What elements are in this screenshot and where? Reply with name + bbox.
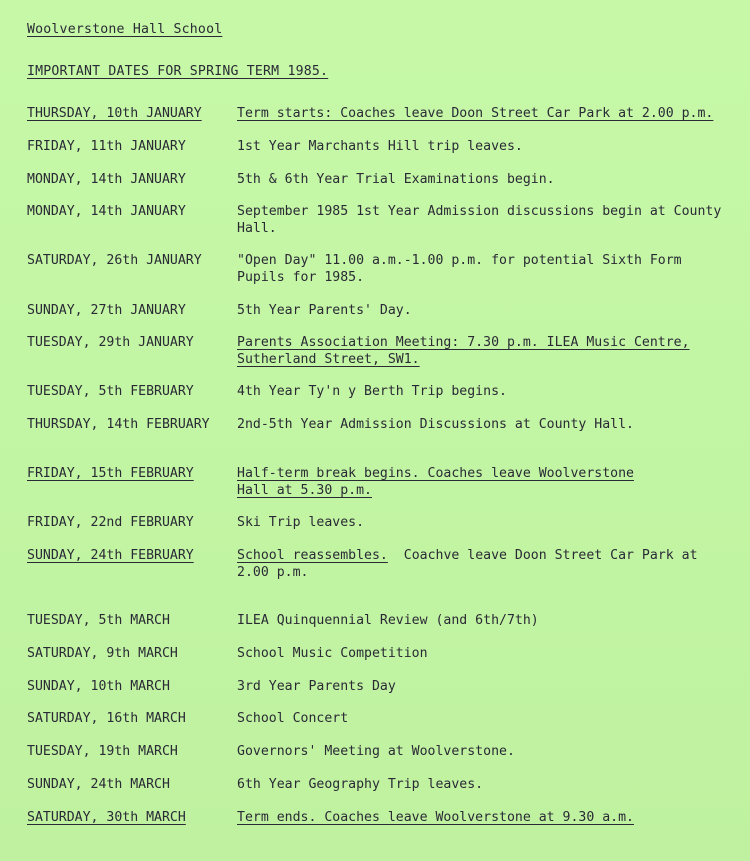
entry-date: MONDAY, 14th JANUARY xyxy=(27,204,186,219)
entry-event-underlined: School reassembles. xyxy=(237,548,388,563)
entry-event: 5th & 6th Year Trial Examinations begin. xyxy=(237,172,555,187)
entry-date: SUNDAY, 27th JANUARY xyxy=(27,303,186,318)
entry-event: September 1985 1st Year Admission discussions begin at County Hall. xyxy=(237,204,722,236)
entry-event: 1st Year Marchants Hill trip leaves. xyxy=(237,139,523,154)
entry-date: TUESDAY, 29th JANUARY xyxy=(27,335,194,350)
entry-date: FRIDAY, 15th FEBRUARY xyxy=(27,466,194,481)
document-title: IMPORTANT DATES FOR SPRING TERM 1985. xyxy=(27,64,329,79)
entry-date: TUESDAY, 5th MARCH xyxy=(27,613,170,628)
entry-date: SATURDAY, 9th MARCH xyxy=(27,646,178,661)
entry-date: TUESDAY, 19th MARCH xyxy=(27,744,178,759)
entry-date: MONDAY, 14th JANUARY xyxy=(27,172,186,187)
entry-date: SATURDAY, 26th JANUARY xyxy=(27,253,202,268)
entry-event: Half-term break begins. Coaches leave Woolverstone Hall at 5.30 p.m. xyxy=(237,466,634,498)
entry-date: SUNDAY, 24th MARCH xyxy=(27,777,170,792)
entry-date: SUNDAY, 10th MARCH xyxy=(27,679,170,694)
entry-event xyxy=(237,547,727,581)
entry-event: School Concert xyxy=(237,711,349,726)
entry-date: SATURDAY, 30th MARCH xyxy=(27,810,186,825)
entry-event: Ski Trip leaves. xyxy=(237,515,365,530)
entry-event: Governors' Meeting at Woolverstone. xyxy=(237,744,515,759)
entry-date: THURSDAY, 10th JANUARY xyxy=(27,106,202,121)
entry-event: "Open Day" 11.00 a.m.-1.00 p.m. for potential Sixth Form Pupils for 1985. xyxy=(237,253,682,285)
entry-event: School Music Competition xyxy=(237,646,428,661)
entry-event: 5th Year Parents' Day. xyxy=(237,303,412,318)
entry-event: 3rd Year Parents Day xyxy=(237,679,396,694)
entry-date: FRIDAY, 11th JANUARY xyxy=(27,139,186,154)
entry-event: 4th Year Ty'n y Berth Trip begins. xyxy=(237,384,507,399)
entry-event: Term starts: Coaches leave Doon Street Car Park at 2.00 p.m. xyxy=(237,106,714,121)
entry-date: FRIDAY, 22nd FEBRUARY xyxy=(27,515,194,530)
entry-date: SUNDAY, 24th FEBRUARY xyxy=(27,548,194,563)
entry-date: THURSDAY, 14th FEBRUARY xyxy=(27,417,210,432)
entry-event: 2nd-5th Year Admission Discussions at County Hall. xyxy=(237,417,634,432)
entry-event: Parents Association Meeting: 7.30 p.m. ILEA Music Centre, Sutherland Street, SW1. xyxy=(237,335,690,367)
entry-event: ILEA Quinquennial Review (and 6th/7th) xyxy=(237,613,539,628)
entry-event: Term ends. Coaches leave Woolverstone at 9.30 a.m. xyxy=(237,810,634,825)
entry-event-rest: Coachve leave Doon Street Car Park at 2.00 p.m. xyxy=(237,548,698,580)
entry-date: SATURDAY, 16th MARCH xyxy=(27,711,186,726)
entry-event: 6th Year Geography Trip leaves. xyxy=(237,777,484,792)
school-name: Woolverstone Hall School xyxy=(27,22,223,37)
entry-date: TUESDAY, 5th FEBRUARY xyxy=(27,384,194,399)
